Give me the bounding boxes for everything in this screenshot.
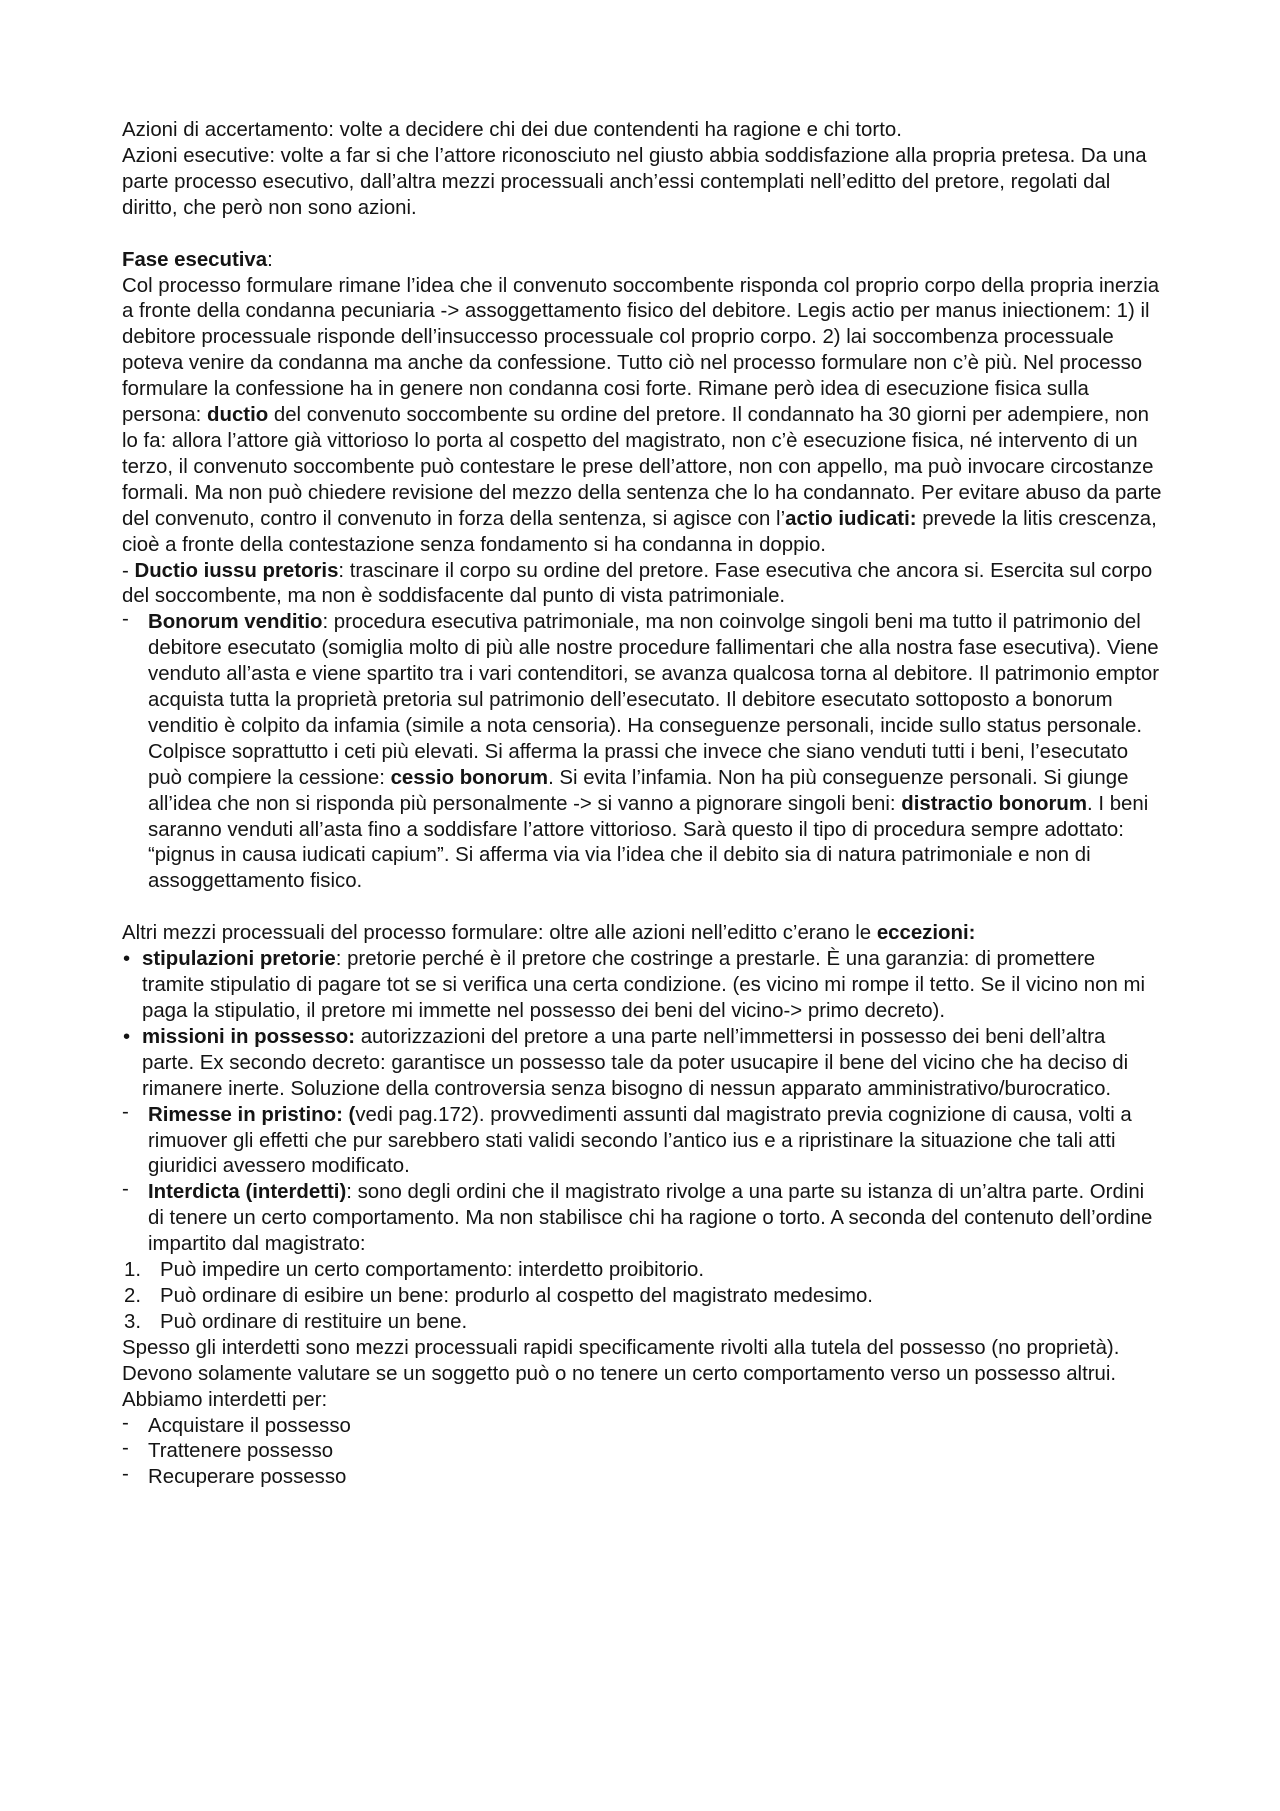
term-eccezioni: eccezioni:: [876, 922, 976, 945]
list-item-interdicta: - Interdicta (interdetti): sono degli ordini che il magistrato rivolge a una parte su istanza di un’altra parte. Ordini di tenere un certo comportamento. Ma non stabilisce chi ha ragione o torto. A seconda del contenuto dell’ordine impartito dal magistrato:: [122, 1180, 1162, 1258]
term-bonorum-venditio: Bonorum venditio: [148, 611, 323, 634]
list-item: - Recuperare possesso: [122, 1465, 1162, 1491]
fase-esecutiva-body: Col processo formulare rimane l’idea che il convenuto soccombente risponda col proprio corpo della propria inerzia a fronte della condanna pecuniaria -> assoggettamento fisico del debitore. Legis actio per manus iniectionem: 1) il debitore processuale risponde dell’insuccesso processuale col proprio corpo. 2) lai soccombenza processuale poteva venire da condanna ma anche da confessione. Tutto ciò nel processo formulare non c’è più. Nel processo formulare la confessione ha in genere non condanna cosi forte. Rimane però idea di esecuzione fisica sulla persona: ductio del convenuto soccombente su ordine del pretore. Il condannato ha 30 giorni per adempiere, non lo fa: allora l’attore già vittorioso lo porta al cospetto del magistrato, non c’è esecuzione fisica, né intervento di un terzo, il convenuto soccombente può contestare le prese dell’attore, non con appello, ma può invocare circostanze formali. Ma non può chiedere revisione del mezzo della sentenza che lo ha condannato. Per evitare abuso da parte del convenuto, contro il convenuto in forza della sentenza, si agisce con l’actio iudicati: prevede la litis crescenza, cioè a fronte della contestazione senza fondamento si ha condanna in doppio.: [122, 274, 1162, 556]
list-item: - Trattenere possesso: [122, 1439, 1162, 1465]
list-item: 2. Può ordinare di esibire un bene: produrlo al cospetto del magistrato medesimo.: [124, 1284, 873, 1307]
list-item: 1. Può impedire un certo comportamento: interdetto proibitorio.: [124, 1259, 705, 1282]
bonorum-list: [122, 610, 1162, 895]
term-ductio: ductio: [207, 404, 269, 427]
list-item: 3. Può ordinare di restituire un bene.: [124, 1310, 468, 1333]
term-distractio-bonorum: distractio bonorum: [901, 792, 1088, 815]
spacer: [122, 222, 1162, 248]
altri-mezzi: Altri mezzi processuali del processo formulare: oltre alle azioni nell’editto c’erano le eccezioni:: [122, 922, 976, 945]
list-item-stipulazioni: • stipulazioni pretorie: pretorie perché è il pretore che costringe a prestarle. È una garanzia: di promettere tramite stipulatio di pagare tot se si verifica una certa condizione. (es vicino mi rompe il tetto. Se il vicino non mi paga la stipulatio, il pretore mi immette nel possesso dei beni del vicino-> primo decreto).: [122, 947, 1162, 1025]
section-heading-fase-esecutiva: Fase esecutiva:: [122, 248, 273, 271]
spesso-interdetti: Spesso gli interdetti sono mezzi processuali rapidi specificamente rivolti alla tutela del possesso (no proprietà). Devono solamente valutare se un soggetto può o no tenere un certo comportamento verso un possesso altrui. Abbiamo interdetti per:: [122, 1336, 1120, 1411]
document-page: [122, 118, 1162, 1491]
ductio-iussu-pretoris: - Ductio iussu pretoris: trascinare il corpo su ordine del pretore. Fase esecutiva che ancora si. Esercita sul corpo del soccombente, ma non è soddisfacente dal punto di vista patrimoniale.: [122, 559, 1153, 608]
list-item-missioni: • missioni in possesso: autorizzazioni del pretore a una parte nell’immettersi in possesso dei beni dell’altra parte. Ex secondo decreto: garantisce un possesso tale da poter usucapire il bene del vicino che ha deciso di rimanere inerte. Soluzione della controversia senza bisogno di nessun apparato amministrativo/burocratico.: [122, 1025, 1162, 1103]
term-ductio-iussu-pretoris: Ductio iussu pretoris: [134, 559, 339, 582]
spacer: [122, 895, 1162, 921]
list-item: - Acquistare il possesso: [122, 1414, 1162, 1440]
term-actio-iudicati: actio iudicati:: [785, 507, 917, 530]
term-cessio-bonorum: cessio bonorum: [390, 766, 549, 789]
bullet-list: [122, 947, 1162, 1102]
dash-list-rimedi: [122, 1103, 1162, 1258]
final-list: [122, 1414, 1162, 1492]
intro-esecutive: Azioni esecutive: volte a far si che l’attore riconosciuto nel giusto abbia soddisfazione alla propria pretesa. Da una parte processo esecutivo, dall’altra mezzi processuali anch’essi contemplati nell’editto del pretore, regolati dal diritto, che però non sono azioni.: [122, 144, 1147, 219]
intro-accertamento: Azioni di accertamento: volte a decidere chi dei due contendenti ha ragione e chi torto.: [122, 119, 902, 141]
list-item-bonorum-venditio: - Bonorum venditio: procedura esecutiva patrimoniale, ma non coinvolge singoli beni ma tutto il patrimonio del debitore esecutato (somiglia molto di più alle nostre procedure fallimentari che alla nostra fase esecutiva). Viene venduto all’asta e viene spartito tra i vari contenditori, se avanza qualcosa torna al debitore. Il patrimonio emptor acquista tutta la proprietà pretoria sul patrimonio dell’esecutato. Il debitore esecutato sottoposto a bonorum venditio è colpito da infamia (simile a nota censoria). Ha conseguenze personali, incide sullo status personale. Colpisce soprattutto i ceti più elevati. Si afferma la prassi che invece che siano venduti tutti i beni, l’esecutato può compiere la cessione: cessio bonorum. Si evita l’infamia. Non ha più conseguenze personali. Si giunge all’idea che non si risponda più personalmente -> si vanno a pignorare singoli beni: distractio bonorum. I beni saranno venduti all’asta fino a soddisfare l’attore vittorioso. Sarà questo il tipo di procedura sempre adottato: “pignus in causa iudicati capium”. Si afferma via via l’idea che il debito sia di natura patrimoniale e non di assoggettamento fisico.: [122, 610, 1162, 895]
list-item-rimesse: - Rimesse in pristino: (vedi pag.172). provvedimenti assunti dal magistrato previa cognizione di causa, volti a rimuover gli effetti che pur sarebbero stati validi secondo l’antico ius e a ripristinare la situazione che tali atti giuridici avessero modificato.: [122, 1103, 1162, 1181]
numbered-list: [122, 1258, 1162, 1336]
